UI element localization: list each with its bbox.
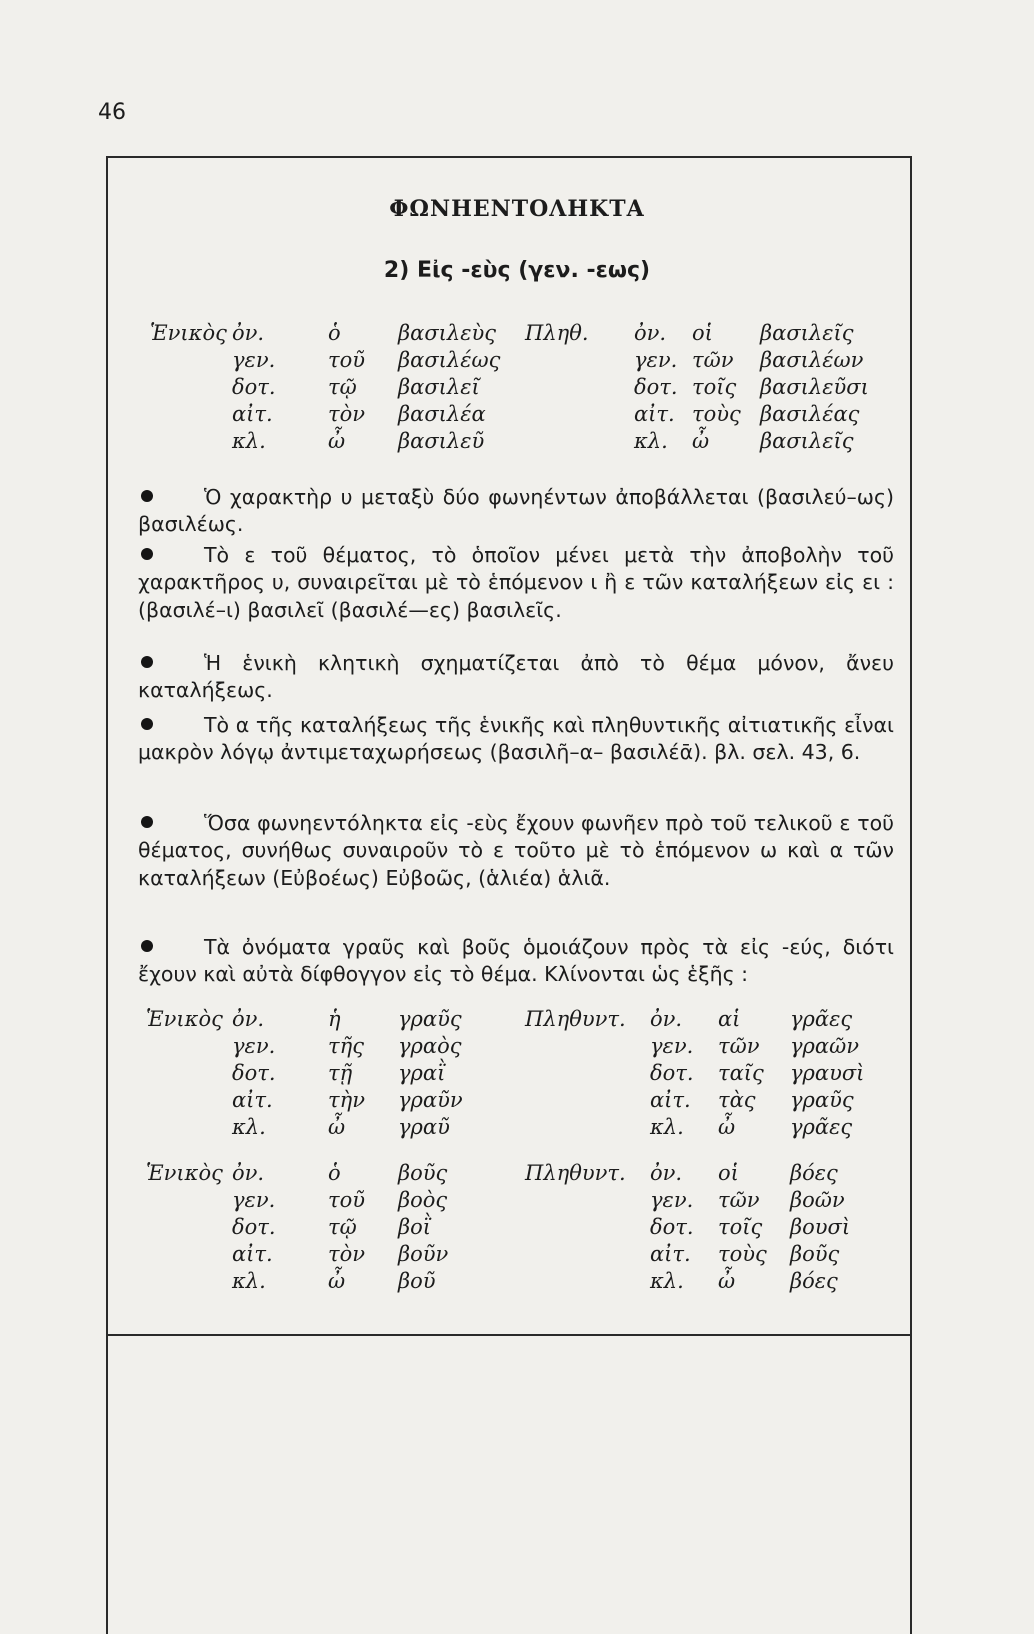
declension-word: βασιλεῖ — [398, 375, 480, 399]
declension-part: ὦ — [692, 429, 710, 453]
note-paragraph — [138, 712, 894, 767]
note-text: Ὅσα φωνηεντόληκτα εἰς -εὺς ἔχουν φωνῆεν πρὸ τοῦ τελικοῦ ε τοῦ θέματος, συνήθως συναιροῦν τὸ ε τοῦτο μὲ τὸ ἑπόμενον ω καὶ α τῶν καταλήξεων (Εὐβοέως) Εὐβοῶς, (ἁλιέα) ἁλιᾶ. — [138, 811, 894, 890]
declension-art: ὦ — [328, 429, 346, 453]
section-title: ΦΩΝΗΕΝΤΟΛΗΚΤΑ — [389, 196, 645, 222]
declension-part: τοὺς — [718, 1242, 767, 1266]
declension-graus — [0, 1006, 1034, 1146]
declension-art: τῷ — [328, 375, 357, 399]
declension-art: τῆς — [328, 1034, 364, 1058]
declension-word: βασιλέως — [398, 348, 501, 372]
declension-word: βοῦ — [398, 1269, 436, 1293]
declension-word: βοῦν — [398, 1242, 449, 1266]
note-text: Ἡ ἑνικὴ κλητικὴ σχηματίζεται ἀπὸ τὸ θέμα μόνον, ἄνευ καταλήξεως. — [138, 651, 894, 703]
bullet-icon — [141, 548, 153, 560]
frame-bottom-rule — [106, 1334, 912, 1336]
singular-label: Ἑνικὸς — [146, 1161, 223, 1185]
declension-part: οἱ — [692, 321, 713, 345]
declension-word: βασιλεὺς — [398, 321, 496, 345]
singular-label: Ἑνικὸς — [146, 1007, 223, 1031]
note-paragraph — [138, 810, 894, 892]
declension-case: κλ. — [232, 1115, 266, 1139]
singular-label: Ἑνικὸς — [150, 321, 227, 345]
declension-pword: γρᾶες — [790, 1115, 853, 1139]
plural-label: Πληθυντ. — [525, 1007, 626, 1031]
declension-pword: βασιλεῖς — [760, 429, 854, 453]
declension-pword: γραῦς — [790, 1088, 854, 1112]
declension-part: αἱ — [718, 1007, 741, 1031]
declension-pcase: δοτ. — [650, 1215, 694, 1239]
declension-pcase: αἰτ. — [634, 402, 675, 426]
bullet-icon — [141, 490, 153, 502]
declension-pcase: αἰτ. — [650, 1088, 691, 1112]
declension-case: γεν. — [232, 1034, 276, 1058]
declension-part: τοὺς — [692, 402, 741, 426]
declension-art: τὴν — [328, 1088, 365, 1112]
declension-art: ὦ — [328, 1115, 346, 1139]
declension-part: ὦ — [718, 1269, 736, 1293]
declension-part: ταῖς — [718, 1061, 764, 1085]
declension-pcase: αἰτ. — [650, 1242, 691, 1266]
note-paragraph — [138, 650, 894, 705]
declension-pword: βασιλεῖς — [760, 321, 854, 345]
declension-pcase: γεν. — [634, 348, 678, 372]
declension-word: γραὸς — [398, 1034, 462, 1058]
declension-pword: βασιλέας — [760, 402, 860, 426]
note-text: Τὸ ε τοῦ θέματος, τὸ ὁποῖον μένει μετὰ τὴν ἀποβολὴν τοῦ χαρακτῆρος υ, συναιρεῖται μὲ τὸ ἑπόμενον ι ἢ ε τῶν καταλήξεων εἰς ει : (βασιλέ–ι) βασιλεῖ (βασιλέ—ες) βασιλεῖς. — [138, 543, 894, 622]
declension-art: ἡ — [328, 1007, 341, 1031]
declension-word: βοὸς — [398, 1188, 448, 1212]
bullet-icon — [141, 656, 153, 668]
declension-pcase: γεν. — [650, 1034, 694, 1058]
declension-art: τὸν — [328, 1242, 366, 1266]
declension-pword: βουσὶ — [790, 1215, 851, 1239]
frame-top-rule — [106, 156, 912, 158]
declension-pword: βόες — [790, 1269, 838, 1293]
declension-pcase: κλ. — [650, 1269, 684, 1293]
bullet-icon — [141, 816, 153, 828]
declension-art: τοῦ — [328, 1188, 366, 1212]
declension-case: δοτ. — [232, 1215, 276, 1239]
declension-art: τὸν — [328, 402, 366, 426]
bullet-icon — [141, 940, 153, 952]
subtitle-number: 2) — [383, 258, 410, 283]
declension-word: γραῦς — [398, 1007, 462, 1031]
declension-case: ὀν. — [232, 1007, 265, 1031]
plural-label: Πληθ. — [525, 321, 589, 345]
declension-case: δοτ. — [232, 1061, 276, 1085]
declension-pword: βοῶν — [790, 1188, 845, 1212]
declension-basileus — [0, 320, 1034, 460]
declension-word: βασιλεῦ — [398, 429, 485, 453]
note-paragraph — [138, 484, 894, 539]
declension-pword: βόες — [790, 1161, 838, 1185]
declension-case: ὀν. — [232, 321, 265, 345]
declension-pword: βασιλέων — [760, 348, 864, 372]
declension-art: τῷ — [328, 1215, 357, 1239]
declension-pcase: ὀν. — [634, 321, 667, 345]
note-paragraph — [138, 934, 894, 989]
section-subtitle — [0, 258, 1034, 283]
declension-pcase: κλ. — [650, 1115, 684, 1139]
declension-case: ὀν. — [232, 1161, 265, 1185]
declension-case: δοτ. — [232, 375, 276, 399]
subtitle-text: Εἰς -εὺς (γεν. -εως) — [416, 258, 651, 283]
note-text: Τὸ α τῆς καταλήξεως τῆς ἑνικῆς καὶ πληθυντικῆς αἰτιατικῆς εἶναι μακρὸν λόγῳ ἀντιμεταχωρήσεως (βασιλῆ–α– βασιλέᾱ). βλ. σελ. 43, 6. — [138, 713, 894, 765]
declension-art: τοῦ — [328, 348, 366, 372]
declension-case: κλ. — [232, 1269, 266, 1293]
declension-pcase: γεν. — [650, 1188, 694, 1212]
note-text: Ὁ χαρακτὴρ υ μεταξὺ δύο φωνηέντων ἀποβάλλεται (βασιλεύ–ως) βασιλέως. — [138, 485, 894, 537]
declension-word: γραῒ — [398, 1061, 446, 1085]
declension-pcase: κλ. — [634, 429, 668, 453]
declension-pcase: δοτ. — [634, 375, 678, 399]
declension-word: γραῦ — [398, 1115, 450, 1139]
bullet-icon — [141, 718, 153, 730]
declension-pcase: ὀν. — [650, 1007, 683, 1031]
declension-case: κλ. — [232, 429, 266, 453]
declension-part: ὦ — [718, 1115, 736, 1139]
declension-word: βασιλέα — [398, 402, 486, 426]
declension-pword: γραυσὶ — [790, 1061, 865, 1085]
declension-part: τῶν — [718, 1188, 760, 1212]
declension-part: τῶν — [692, 348, 734, 372]
declension-pcase: δοτ. — [650, 1061, 694, 1085]
declension-part: οἱ — [718, 1161, 739, 1185]
declension-part: τοῖς — [692, 375, 737, 399]
declension-case: αἰτ. — [232, 402, 273, 426]
note-paragraph — [138, 542, 894, 624]
declension-art: τῇ — [328, 1061, 353, 1085]
declension-pword: βοῦς — [790, 1242, 840, 1266]
declension-part: τὰς — [718, 1088, 756, 1112]
declension-art: ὦ — [328, 1269, 346, 1293]
declension-word: βοῦς — [398, 1161, 448, 1185]
declension-case: αἰτ. — [232, 1088, 273, 1112]
declension-part: τῶν — [718, 1034, 760, 1058]
declension-part: τοῖς — [718, 1215, 763, 1239]
page-number: 46 — [98, 100, 126, 125]
note-text: Τὰ ὀνόματα γραῦς καὶ βοῦς ὁμοιάζουν πρὸς τὰ εἰς -εύς, διότι ἔχουν καὶ αὐτὰ δίφθογγον εἰς τὸ θέμα. Κλίνονται ὡς ἑξῆς : — [138, 935, 894, 987]
declension-pword: γρᾶες — [790, 1007, 853, 1031]
declension-pword: βασιλεῦσι — [760, 375, 869, 399]
declension-art: ὁ — [328, 321, 341, 345]
declension-case: αἰτ. — [232, 1242, 273, 1266]
plural-label: Πληθυντ. — [525, 1161, 626, 1185]
declension-case: γεν. — [232, 348, 276, 372]
declension-word: γραῦν — [398, 1088, 463, 1112]
declension-art: ὁ — [328, 1161, 341, 1185]
declension-word: βοῒ — [398, 1215, 432, 1239]
declension-bous — [0, 1160, 1034, 1300]
declension-pword: γραῶν — [790, 1034, 859, 1058]
declension-case: γεν. — [232, 1188, 276, 1212]
declension-pcase: ὀν. — [650, 1161, 683, 1185]
